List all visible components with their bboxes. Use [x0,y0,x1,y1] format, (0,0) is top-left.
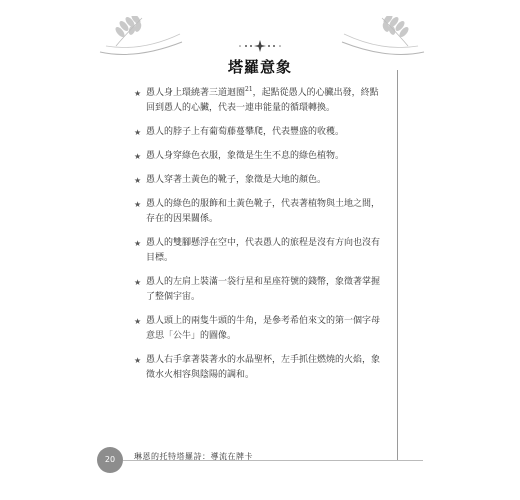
star-bullet-icon: ★ [134,128,142,137]
item-text: 愚人的綠色的服飾和土黃色靴子，代表著植物與土地之間，存在的因果關係。 [146,199,381,224]
item-text: 愚人穿著土黃色的靴子，象徵是大地的顏色。 [146,175,327,185]
wheat-ornament-left-icon [96,16,186,60]
list-item [134,125,384,140]
star-bullet-icon: ★ [134,278,142,287]
list-item [134,86,384,116]
star-bullet-icon: ★ [134,89,142,98]
item-text: 愚人的雙腳懸浮在空中，代表愚人的旅程是沒有方向也沒有目標。 [146,238,381,263]
list-item [134,236,384,266]
star-bullet-icon: ★ [134,317,142,326]
star-bullet-icon: ★ [134,239,142,248]
item-text: 愚人身上環繞著三道迴圈 [146,88,246,98]
star-bullet-icon: ★ [134,356,142,365]
item-text: 愚人右手拿著裝著水的水晶聖杯，左手抓住燃燒的火焰，象徵水火相容與陰陽的調和。 [146,355,381,380]
item-text: 愚人身穿綠色衣服，象徵是生生不息的綠色植物。 [146,151,345,161]
star-bullet-icon: ★ [134,200,142,209]
list-item [134,149,384,164]
list-item [134,314,384,344]
imagery-list [134,86,384,383]
footnote-marker: 21 [245,86,253,93]
star-bullet-icon: ★ [134,176,142,185]
page-number: 20 [104,455,116,464]
page-edge-divider [397,70,398,460]
item-text: 愚人的左肩上裝滿一袋行星和星座符號的錢幣，象徵著掌握了整個宇宙。 [146,277,381,302]
list-item [134,197,384,227]
item-text: 愚人的脖子上有葡萄藤蔓攀爬，代表豐盛的收穫。 [146,127,345,137]
wheat-ornament-right-icon [338,16,428,60]
list-item [134,173,384,188]
list-item [134,275,384,305]
running-footer-title: 琳恩的托特塔羅詩：導流在牌卡 [134,452,253,461]
sparkle-ornament-icon [226,38,294,54]
star-bullet-icon: ★ [134,152,142,161]
item-text-continued: ，起點從愚人的心臟出發，終點回到愚人的心臟，代表一連串能量的循環轉換。 [146,88,379,113]
list-item [134,353,384,383]
item-text: 愚人頭上的兩隻牛頭的牛角，是參考希伯來文的第一個字母意思「公牛」的圖像。 [146,316,381,341]
section-title: 塔羅意象 [227,58,292,76]
page-number-badge [97,447,123,473]
